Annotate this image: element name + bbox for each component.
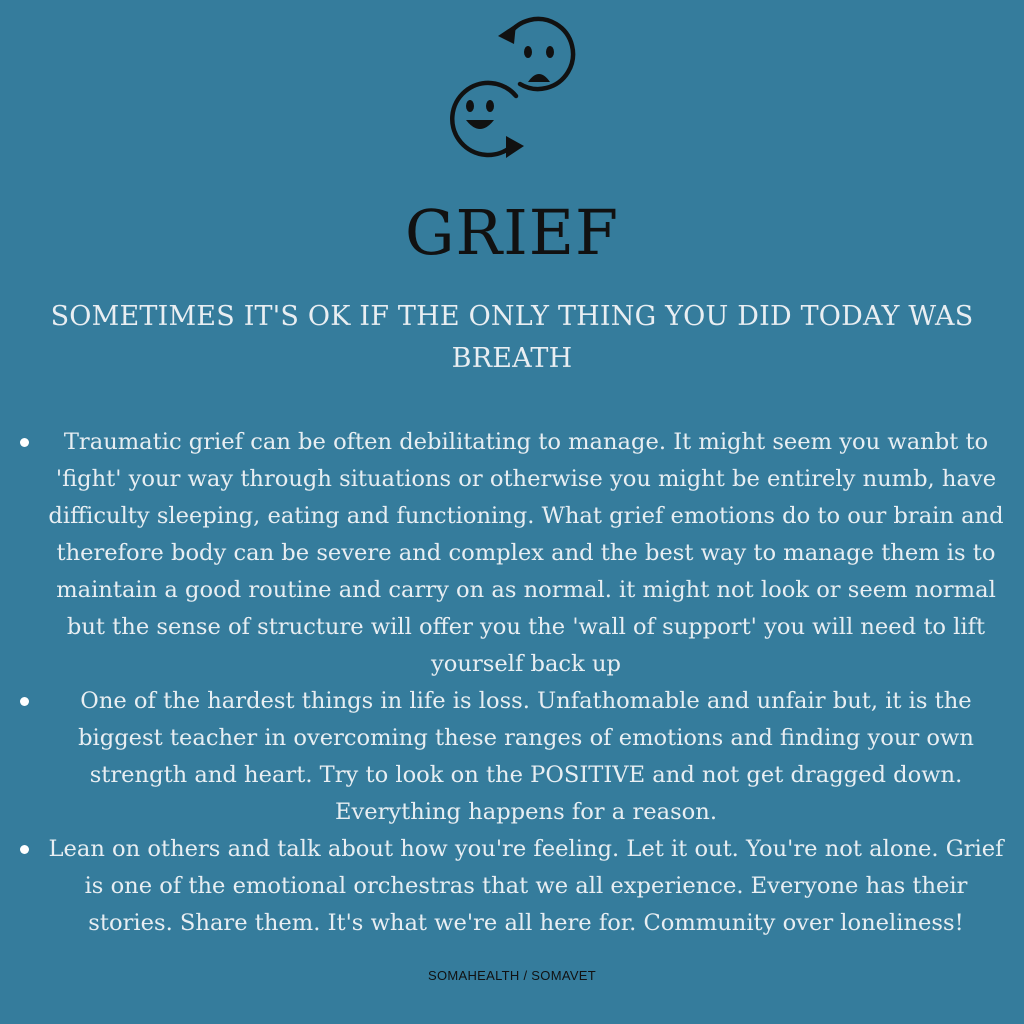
mood-cycle-icon xyxy=(432,14,592,170)
list-item-text: One of the hardest things in life is loss. Unfathomable and unfair but, it is the biggest teacher in overcoming these ranges of emotions and finding your own strength and heart. Try to look on the POSITIVE and not get dragged down. Everything happens for a reason. xyxy=(78,688,974,825)
page-title: GRIEF xyxy=(405,196,619,269)
bullet-dot xyxy=(20,845,29,854)
sad-face-icon xyxy=(498,19,573,89)
list-item-text: Lean on others and talk about how you're feeling. Let it out. You're not alone. Grief is one of the emotional orchestras that we all experience. Everyone has their stories. Share them. It's what we're all here for. Community over loneliness! xyxy=(48,836,1004,936)
footer-credit: SOMAHEALTH / SOMAVET xyxy=(427,968,597,983)
list-item xyxy=(14,683,1010,831)
happy-face-icon xyxy=(452,83,524,158)
subtitle: SOMETIMES IT'S OK IF THE ONLY THING YOU DID TODAY WAS BREATH xyxy=(50,301,974,374)
bullet-dot xyxy=(20,438,29,447)
list-item xyxy=(14,424,1010,683)
list-item xyxy=(14,831,1010,942)
bullet-dot xyxy=(20,697,29,706)
list-item-text: Traumatic grief can be often debilitating to manage. It might seem you wanbt to 'fight' your way through situations or otherwise you might be entirely numb, have difficulty sleeping, eating and functioning. What grief emotions do to our brain and therefore body can be severe and complex and the best way to manage them is to maintain a good routine and carry on as normal. it might not look or seem normal but the sense of structure will offer you the 'wall of support' you will need to lift yourself back up xyxy=(48,429,1004,677)
bullet-list xyxy=(14,424,1010,942)
